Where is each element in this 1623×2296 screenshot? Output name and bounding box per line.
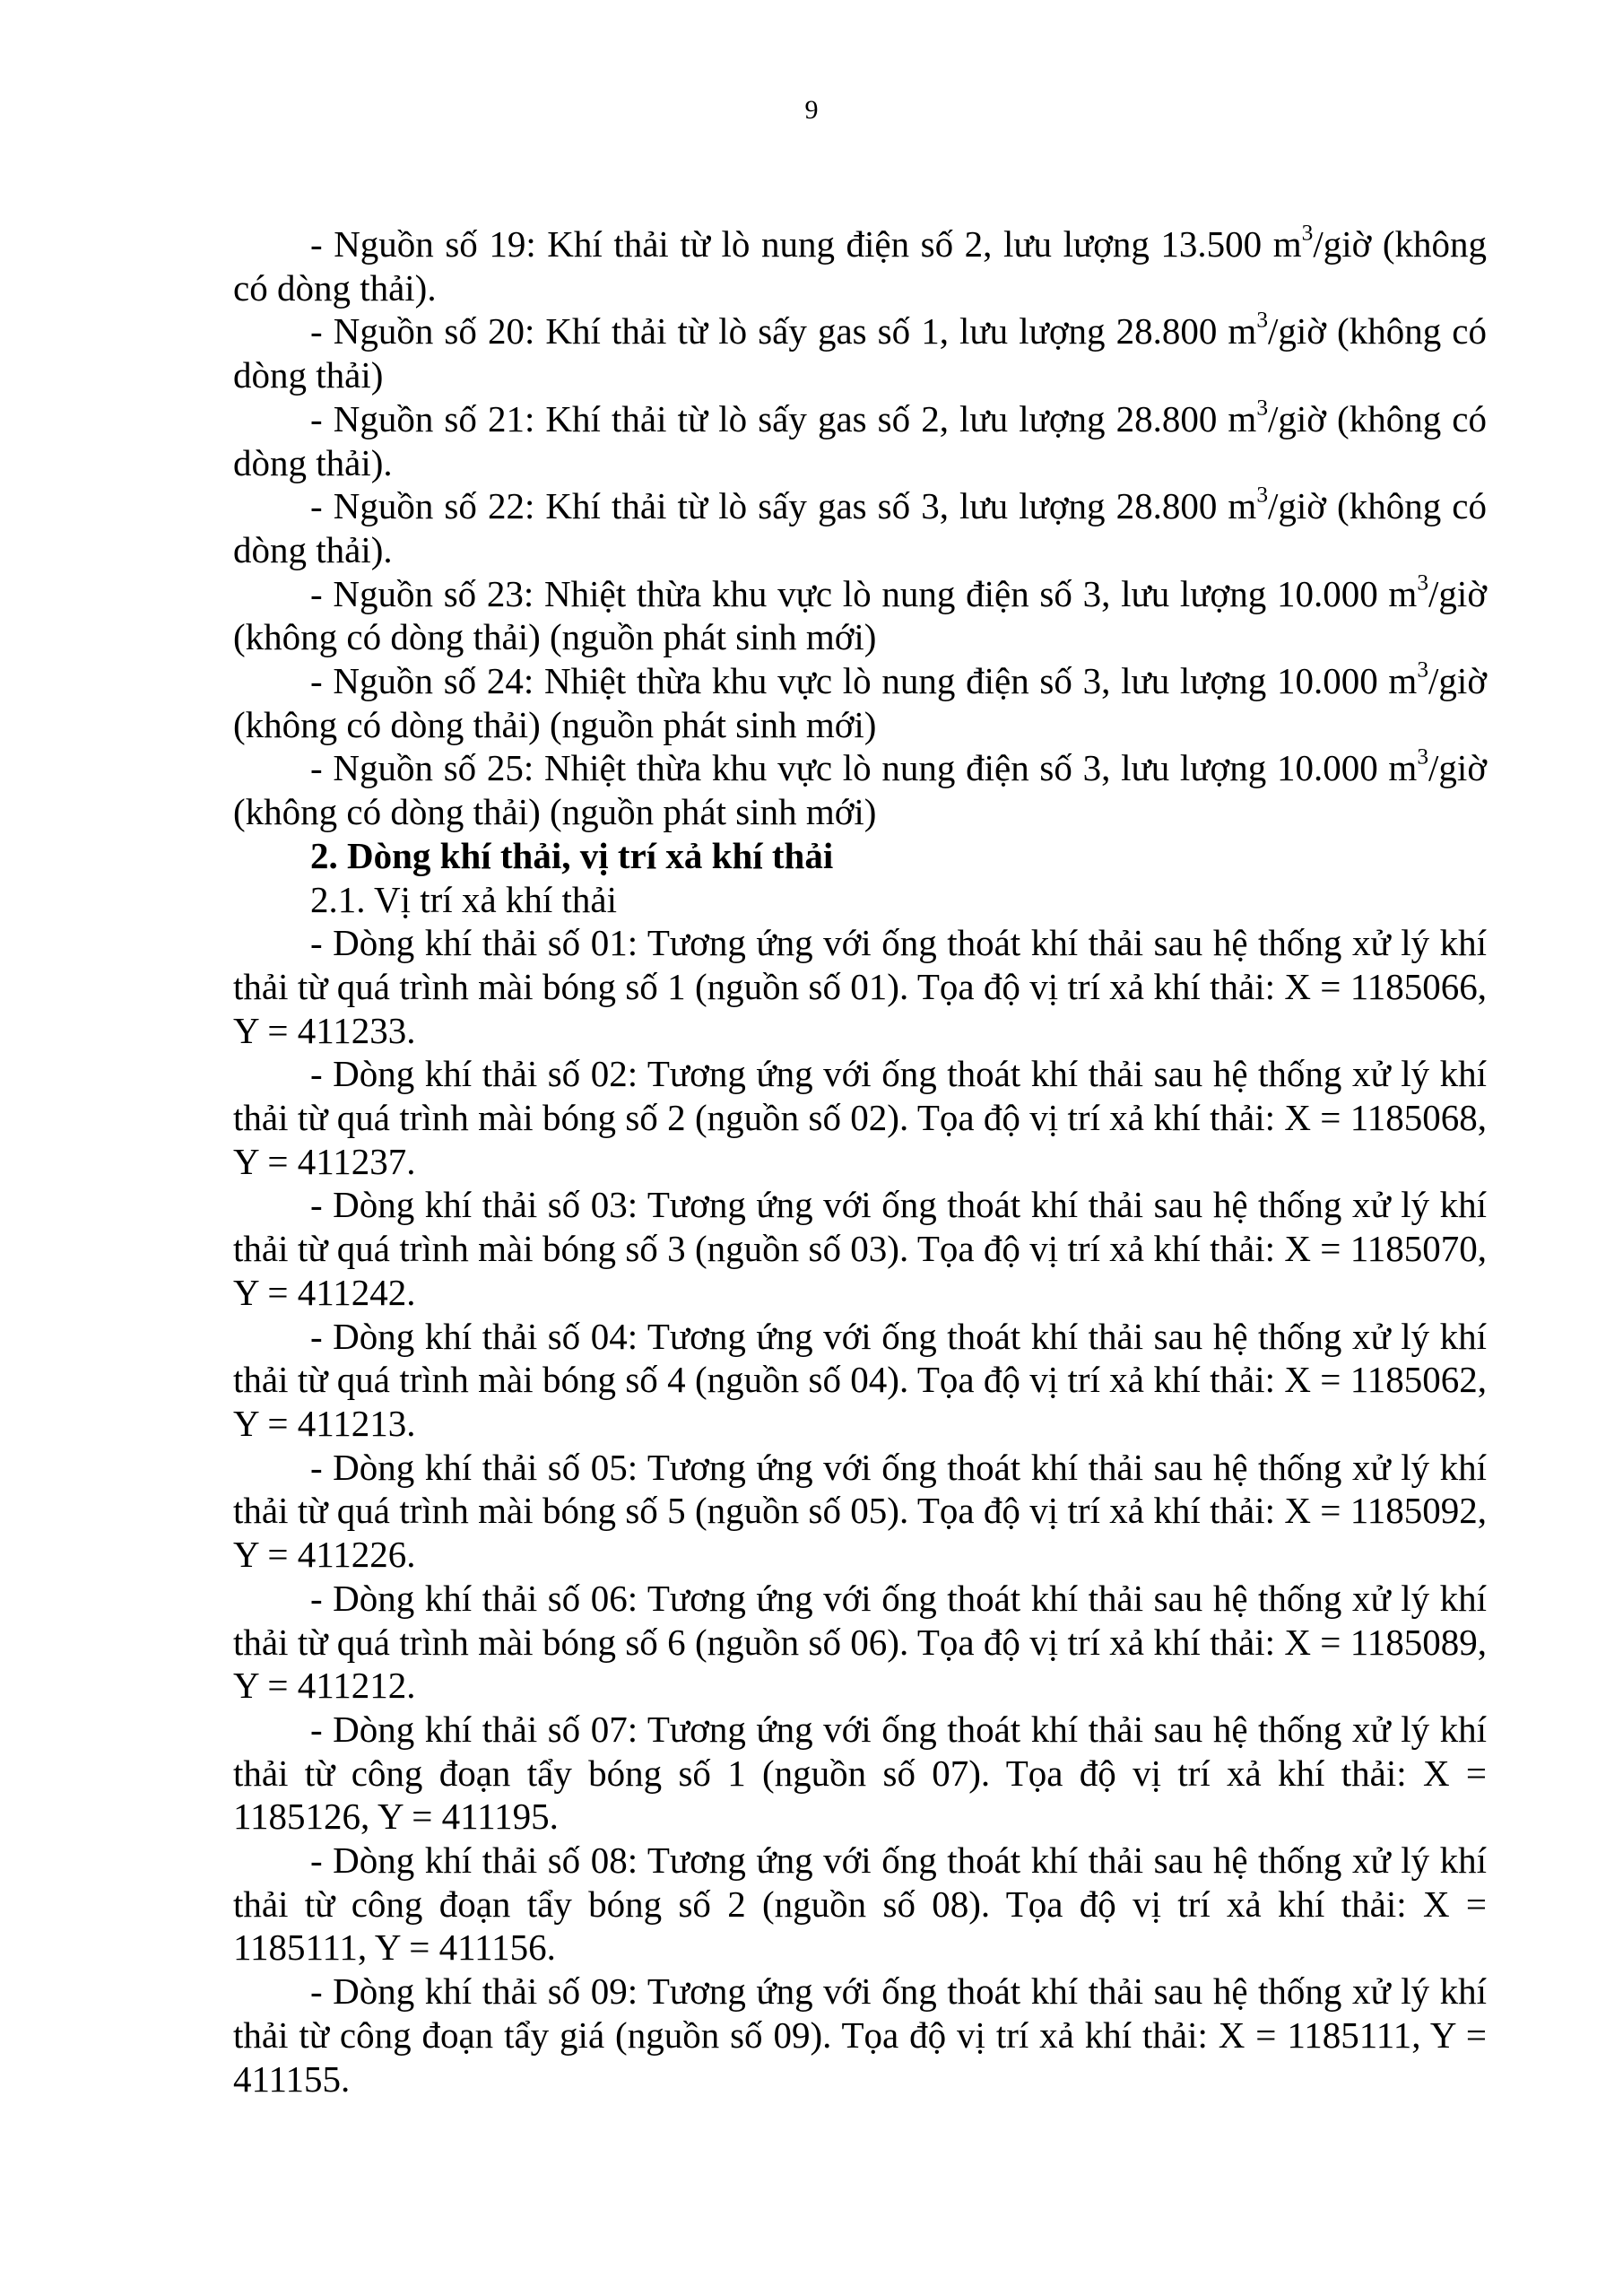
stream-item-03: - Dòng khí thải số 03: Tương ứng với ống thoát khí thải sau hệ thống xử lý khí thải từ quá trình mài bóng số 3 (nguồn số 03). Tọa độ vị trí xả khí thải: X = 1185070, Y = 411242. (233, 1184, 1487, 1313)
stream-item-04: - Dòng khí thải số 04: Tương ứng với ống thoát khí thải sau hệ thống xử lý khí thải từ quá trình mài bóng số 4 (nguồn số 04). Tọa độ vị trí xả khí thải: X = 1185062, Y = 411213. (233, 1315, 1487, 1444)
source-item-24: - Nguồn số 24: Nhiệt thừa khu vực lò nung điện số 3, lưu lượng 10.000 $m^3$/giờ (không có dòng thải) (nguồn phát sinh mới) (233, 657, 1487, 745)
source-item-20: - Nguồn số 20: Khí thải từ lò sấy gas số 1, lưu lượng 28.800 $m^3$/giờ (không có dòng thải) (233, 308, 1487, 396)
source-item-22: - Nguồn số 22: Khí thải từ lò sấy gas số 3, lưu lượng 28.800 $m^3$/giờ (không có dòng thải). (233, 482, 1487, 570)
source-item-23: - Nguồn số 23: Nhiệt thừa khu vực lò nung điện số 3, lưu lượng 10.000 $m^3$/giờ (không có dòng thải) (nguồn phát sinh mới) (233, 570, 1487, 658)
stream-item-07: - Dòng khí thải số 07: Tương ứng với ống thoát khí thải sau hệ thống xử lý khí thải từ công đoạn tẩy bóng số 1 (nguồn số 07). Tọa độ vị trí xả khí thải: X = 1185126, Y = 411195. (233, 1708, 1487, 1838)
section-heading: 2. Dòng khí thải, vị trí xả khí thải (310, 834, 834, 876)
source-item-21: - Nguồn số 21: Khí thải từ lò sấy gas số 2, lưu lượng 28.800 $m^3$/giờ (không có dòng thải). (233, 395, 1487, 483)
subsection-heading: 2.1. Vị trí xả khí thải (310, 878, 618, 920)
page-number: 9 (804, 95, 819, 125)
source-item-19: - Nguồn số 19: Khí thải từ lò nung điện số 2, lưu lượng 13.500 $m^3$/giờ (không có dòng thải). (233, 220, 1487, 309)
document-body (233, 222, 1487, 2100)
stream-item-08: - Dòng khí thải số 08: Tương ứng với ống thoát khí thải sau hệ thống xử lý khí thải từ công đoạn tẩy bóng số 2 (nguồn số 08). Tọa độ vị trí xả khí thải: X = 1185111, Y = 411156. (233, 1839, 1487, 1969)
stream-item-09: - Dòng khí thải số 09: Tương ứng với ống thoát khí thải sau hệ thống xử lý khí thải từ công đoạn tẩy giá (nguồn số 09). Tọa độ vị trí xả khí thải: X = 1185111, Y = 411155. (233, 1970, 1487, 2100)
stream-item-02: - Dòng khí thải số 02: Tương ứng với ống thoát khí thải sau hệ thống xử lý khí thải từ quá trình mài bóng số 2 (nguồn số 02). Tọa độ vị trí xả khí thải: X = 1185068, Y = 411237. (233, 1053, 1487, 1182)
source-item-25: - Nguồn số 25: Nhiệt thừa khu vực lò nung điện số 3, lưu lượng 10.000 $m^3$/giờ (không có dòng thải) (nguồn phát sinh mới) (233, 744, 1487, 833)
stream-item-05: - Dòng khí thải số 05: Tương ứng với ống thoát khí thải sau hệ thống xử lý khí thải từ quá trình mài bóng số 5 (nguồn số 05). Tọa độ vị trí xả khí thải: X = 1185092, Y = 411226. (233, 1446, 1487, 1576)
stream-item-06: - Dòng khí thải số 06: Tương ứng với ống thoát khí thải sau hệ thống xử lý khí thải từ quá trình mài bóng số 6 (nguồn số 06). Tọa độ vị trí xả khí thải: X = 1185089, Y = 411212. (233, 1577, 1487, 1707)
stream-item-01: - Dòng khí thải số 01: Tương ứng với ống thoát khí thải sau hệ thống xử lý khí thải từ quá trình mài bóng số 1 (nguồn số 01). Tọa độ vị trí xả khí thải: X = 1185066, Y = 411233. (233, 922, 1487, 1051)
